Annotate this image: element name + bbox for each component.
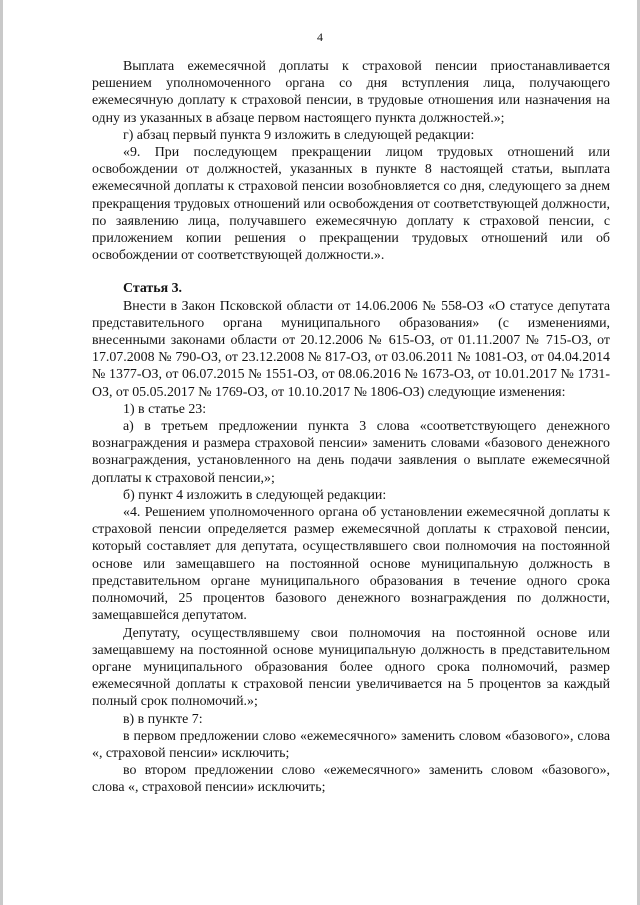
- paragraph: «4. Решением уполномоченного органа об установлении ежемесячной доплаты к страховой пенсии определяется размер ежемесячной доплаты к страховой пенсии, который составляет для депутата, осуществлявшего свои полномочия на постоянной основе или замещавшего на постоянной основе муниципальную должность в представительном органе муниципального образования в течение одного срока полномочий, 25 процентов базового денежного вознаграждения по должности, замещавшейся депутатом.: [92, 505, 610, 624]
- paragraph: Выплата ежемесячной доплаты к страховой пенсии приостанавливается решением уполномоченного органа со дня вступления лица, получающего ежемесячную доплату к страховой пенсии, в трудовые отношения или назначения на одну из указанных в абзаце первом настоящего пункта должностей.»;: [92, 59, 610, 126]
- page-edge-left: [0, 0, 3, 905]
- paragraph: в) в пункте 7:: [123, 711, 203, 727]
- paragraph: г) абзац первый пункта 9 изложить в следующей редакции:: [123, 127, 475, 143]
- paragraph: в первом предложении слово «ежемесячного» заменить словом «базового», слова «, страховой пенсии» исключить;: [92, 728, 610, 761]
- paragraph: во втором предложении слово «ежемесячного» заменить словом «базового», слова «, страховой пенсии» исключить;: [92, 763, 610, 796]
- article-heading: Статья 3.: [123, 281, 183, 297]
- paragraph: Депутату, осуществлявшему свои полномочия на постоянной основе или замещавшему на постоянной основе муниципальную должность в представительном органе муниципального образования более одного срока полномочий, размер ежемесячной доплаты к страховой пенсии увеличивается на 5 процентов за каждый полный срок полномочий.»;: [92, 625, 610, 710]
- list-item: 1) в статье 23:: [123, 401, 207, 417]
- paragraph: а) в третьем предложении пункта 3 слова «соответствующего денежного вознаграждения и размера страховой пенсии» заменить словами «базового денежного вознаграждения, установленного на день подачи заявления о выплате ежемесячной доплаты к страховой пенсии,»;: [92, 419, 610, 486]
- document-body: [92, 58, 610, 797]
- paragraph: Внести в Закон Псковской области от 14.06.2006 № 558-ОЗ «О статусе депутата представительного органа муниципального образования» (с изменениями, внесенными законами области от 20.12.2006 № 615-ОЗ, от 01.11.2007 № 715-ОЗ, от 17.07.2008 № 790-ОЗ, от 23.12.2008 № 817-ОЗ, от 03.06.2011 № 1081-ОЗ, от 04.04.2014 № 1377-ОЗ, от 06.07.2015 № 1551-ОЗ, от 08.06.2016 № 1673-ОЗ, от 10.01.2017 № 1731-ОЗ, от 05.05.2017 № 1769-ОЗ, от 10.10.2017 № 1806-ОЗ) следующие изменения:: [92, 298, 610, 400]
- paragraph: б) пункт 4 изложить в следующей редакции:: [123, 487, 387, 503]
- page-number: 4: [317, 30, 323, 44]
- paragraph: «9. При последующем прекращении лицом трудовых отношений или освобождении от должностей, указанных в пункте 8 настоящей статьи, выплата ежемесячной доплаты к страховой пенсии возобновляется со дня, следующего за днем прекращения трудовых отношений или освобождения от соответствующей должности, по заявлению лица, получавшего ежемесячную доплату к страховой пенсии, с приложением копии решения о прекращении трудовых отношений или об освобождении от соответствующей должности.».: [92, 145, 610, 264]
